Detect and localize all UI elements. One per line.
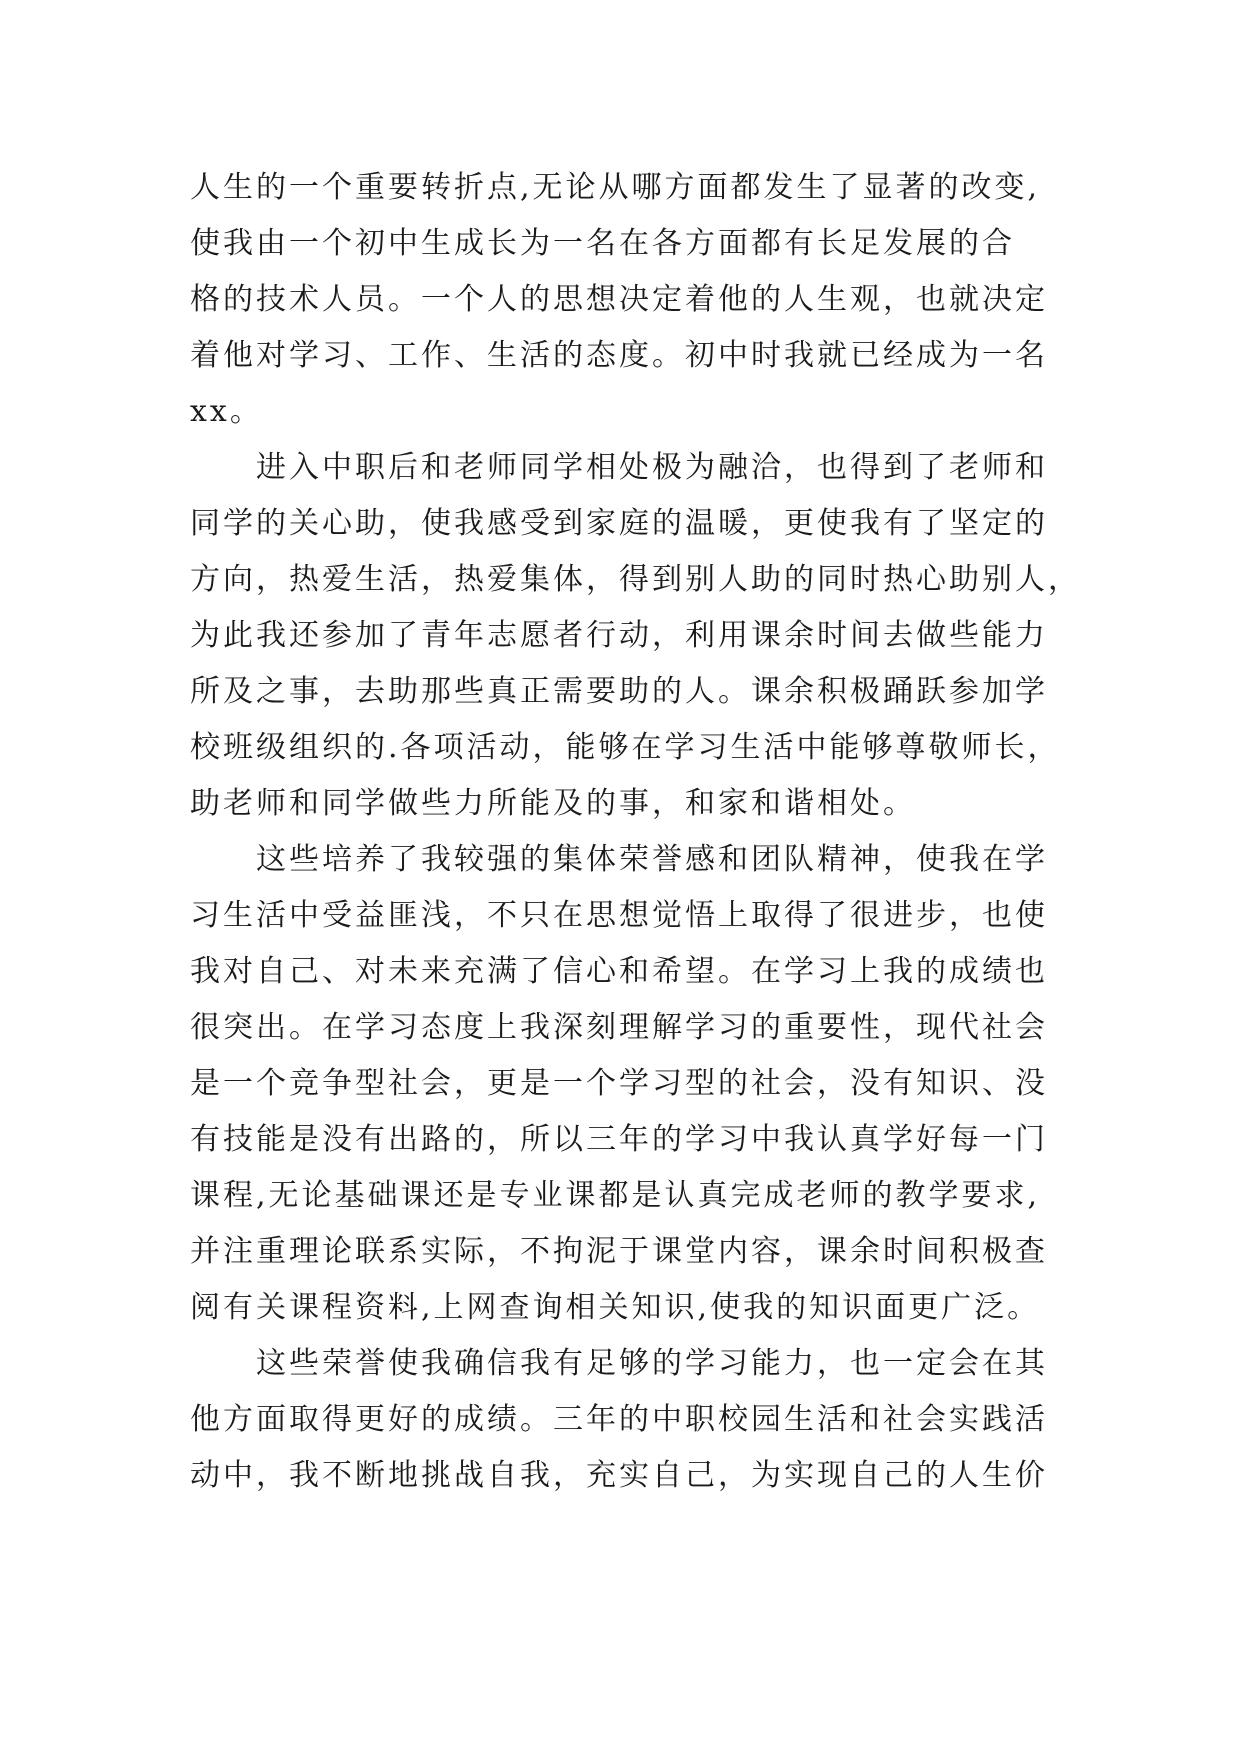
body-text (190, 160, 1090, 1504)
text-line: 阅有关课程资料,上网查询相关知识,使我的知识面更广泛。 (190, 1290, 1041, 1325)
text-line: 同学的关心助，使我感受到家庭的温暖，更使我有了坚定的 (190, 506, 1048, 541)
text-line: 人生的一个重要转折点,无论从哪方面都发生了显著的改变, (190, 170, 1041, 205)
text-line: 进入中职后和老师同学相处极为融洽，也得到了老师和 (190, 450, 1048, 485)
text-line: 方向，热爱生活，热爱集体，得到别人助的同时热心助别人， (190, 562, 1081, 597)
text-line: 为此我还参加了青年志愿者行动，利用课余时间去做些能力 (190, 618, 1048, 653)
text-line: 有技能是没有出路的，所以三年的学习中我认真学好每一门 (190, 1122, 1048, 1157)
text-line: 格的技术人员。一个人的思想决定着他的人生观，也就决定 (190, 282, 1048, 317)
text-line: 很突出。在学习态度上我深刻理解学习的重要性，现代社会 (190, 1010, 1048, 1045)
text-line: 使我由一个初中生成长为一名在各方面都有长足发展的合 (190, 226, 1015, 261)
text-line: 是一个竞争型社会，更是一个学习型的社会，没有知识、没 (190, 1066, 1048, 1101)
text-line: 他方面取得更好的成绩。三年的中职校园生活和社会实践活 (190, 1402, 1048, 1437)
text-line: 着他对学习、工作、生活的态度。初中时我就已经成为一名 (190, 338, 1048, 373)
text-line: 动中，我不断地挑战自我，充实自己，为实现自己的人生价 (190, 1458, 1048, 1493)
text-line: 习生活中受益匪浅，不只在思想觉悟上取得了很进步，也使 (190, 898, 1048, 933)
text-line: 这些荣誉使我确信我有足够的学习能力，也一定会在其 (190, 1346, 1048, 1381)
text-line: 课程,无论基础课还是专业课都是认真完成老师的教学要求, (190, 1178, 1041, 1213)
text-line: 助老师和同学做些力所能及的事，和家和谐相处。 (190, 786, 916, 821)
text-line: 并注重理论联系实际，不拘泥于课堂内容，课余时间积极查 (190, 1234, 1048, 1269)
text-line: 这些培养了我较强的集体荣誉感和团队精神，使我在学 (190, 842, 1048, 877)
text-line: 校班级组织的.各项活动，能够在学习生活中能够尊敬师长， (190, 730, 1061, 765)
text-line: 我对自己、对未来充满了信心和希望。在学习上我的成绩也 (190, 954, 1048, 989)
text-line: 所及之事，去助那些真正需要助的人。课余积极踊跃参加学 (190, 674, 1048, 709)
text-line: xx。 (190, 394, 263, 429)
